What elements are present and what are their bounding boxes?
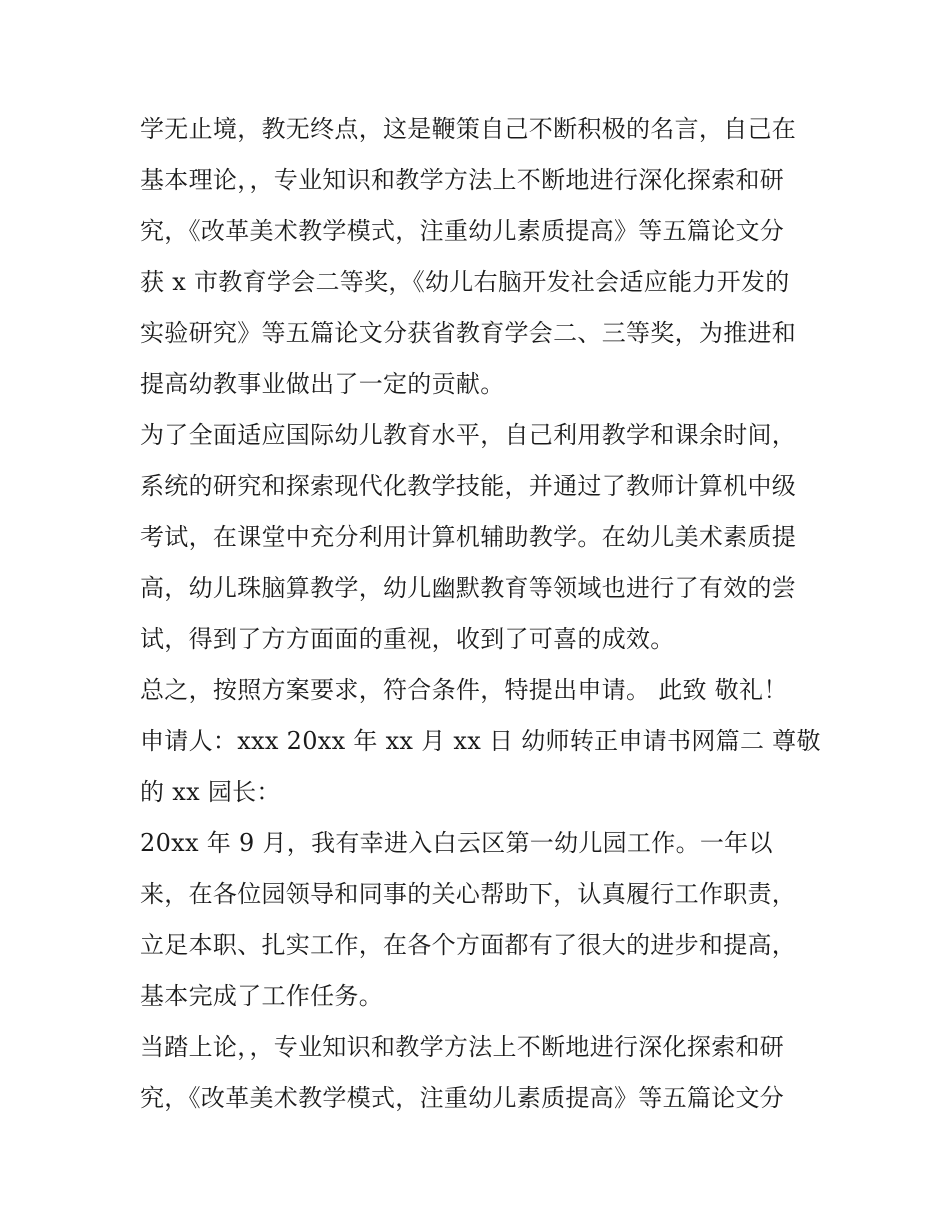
text-line: 学无止境，教无终点，这是鞭策自己不断积极的名言，自己在 [140, 115, 797, 143]
text-line: 基本理论，，专业知识和教学方法上不断地进行深化探索和研 [140, 166, 785, 194]
text-line: 来，在各位园领导和同事的关心帮助下，认真履行工作职责， [140, 880, 797, 908]
text-line: 究，《改革美术教学模式，注重幼儿素质提高》等五篇论文分 [140, 1084, 785, 1112]
text-line: 究，《改革美术教学模式，注重幼儿素质提高》等五篇论文分 [140, 217, 785, 245]
text-line: 基本完成了工作任务。 [140, 982, 383, 1010]
text-line: 获 x 市教育学会二等奖，《幼儿右脑开发社会适应能力开发的 [140, 268, 790, 296]
text-line: 系统的研究和探索现代化教学技能，并通过了教师计算机中级 [140, 472, 797, 500]
text-line: 提高幼教事业做出了一定的贡献。 [140, 370, 505, 398]
text-line: 考试，在课堂中充分利用计算机辅助教学。在幼儿美术素质提 [140, 523, 797, 551]
text-line: 为了全面适应国际幼儿教育水平，自己利用教学和课余时间， [140, 421, 797, 449]
text-line: 总之，按照方案要求，符合条件，特提出申请。 此致 敬礼！ [140, 676, 788, 704]
text-line: 的 xx 园长： [140, 778, 281, 806]
text-line: 20xx 年 9 月，我有幸进入白云区第一幼儿园工作。一年以 [140, 829, 773, 857]
text-line: 实验研究》等五篇论文分获省教育学会二、三等奖，为推进和 [140, 319, 797, 347]
text-line: 试，得到了方方面面的重视，收到了可喜的成效。 [140, 625, 675, 653]
text-line: 当踏上论，，专业知识和教学方法上不断地进行深化探索和研 [140, 1033, 785, 1061]
text-line: 申请人：xxx 20xx 年 xx 月 xx 日 幼师转正申请书网篇二 尊敬 [140, 727, 821, 755]
document-body [140, 104, 820, 1124]
text-line: 立足本职、扎实工作，在各个方面都有了很大的进步和提高， [140, 931, 797, 959]
text-line: 高，幼儿珠脑算教学，幼儿幽默教育等领域也进行了有效的尝 [140, 574, 797, 602]
